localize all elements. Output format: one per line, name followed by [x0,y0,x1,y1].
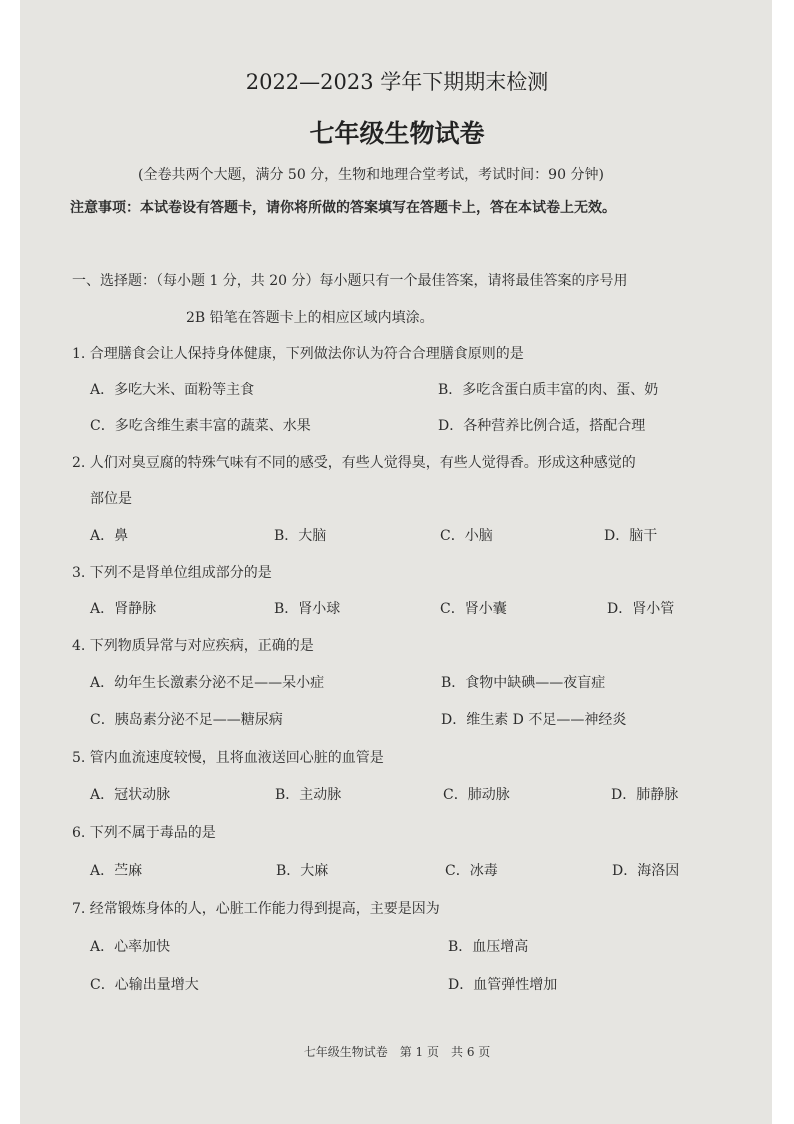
question-stem: 4. 下列物质异常与对应疾病，正确的是 [72,638,314,654]
question-option: C．肺动脉 [443,787,510,803]
question-option: A．鼻 [90,528,129,544]
question-option: C．小脑 [440,528,493,544]
exam-info: (全卷共两个大题，满分 50 分，生物和地理合堂考试，考试时间：90 分钟) [138,167,604,183]
question-option: B．食物中缺碘——夜盲症 [441,675,606,691]
question-option: A．苎麻 [90,863,143,879]
question-option: B．大麻 [276,863,329,879]
question-stem: 7. 经常锻炼身体的人，心脏工作能力得到提高，主要是因为 [72,901,440,917]
question-option: A．多吃大米、面粉等主食 [90,382,255,398]
question-option: A．冠状动脉 [90,787,171,803]
question-stem: 5. 管内血流速度较慢，且将血液送回心脏的血管是 [72,750,384,766]
question-stem: 6. 下列不属于毒品的是 [72,825,216,841]
question-option: D．肾小管 [607,601,675,617]
question-option: B．大脑 [274,528,327,544]
question-stem: 1. 合理膳食会让人保持身体健康，下列做法你认为符合合理膳食原则的是 [72,346,524,362]
question-option: C．肾小囊 [440,601,507,617]
question-option: D．血管弹性增加 [448,977,558,993]
question-option: B．主动脉 [275,787,342,803]
question-option: C．心输出量增大 [90,977,199,993]
question-option: A．肾静脉 [90,601,157,617]
question-option: C．冰毒 [445,863,498,879]
question-option: D．肺静脉 [611,787,679,803]
question-stem: 2. 人们对臭豆腐的特殊气味有不同的感受，有些人觉得臭，有些人觉得香。形成这种感觉的 [72,455,636,471]
question-option: C．胰岛素分泌不足——糖尿病 [90,712,283,728]
question-option: D．各种营养比例合适，搭配合理 [438,418,646,434]
question-option: B．血压增高 [448,939,529,955]
page-footer: 七年级生物试卷 第 1 页 共 6 页 [303,1045,491,1059]
question-option: B．多吃含蛋白质丰富的肉、蛋、奶 [438,382,659,398]
question-option: D．海洛因 [612,863,680,879]
question-option: D．脑干 [604,528,658,544]
question-option: A．心率加快 [90,939,171,955]
exam-title: 2022—2023 学年下期期末检测 [245,70,549,94]
section-heading: 一、选择题：（每小题 1 分，共 20 分）每小题只有一个最佳答案，请将最佳答案的序号用 [72,273,628,289]
exam-notice: 注意事项：本试卷设有答题卡，请你将所做的答案填写在答题卡上，答在本试卷上无效。 [70,200,616,216]
question-option: C．多吃含维生素丰富的蔬菜、水果 [90,418,311,434]
question-option: D．维生素 D 不足——神经炎 [441,712,627,728]
exam-subject-title: 七年级生物试卷 [309,119,485,148]
question-option: A．幼年生长激素分泌不足——呆小症 [90,675,325,691]
question-stem-cont: 部位是 [90,491,132,507]
question-option: B．肾小球 [274,601,341,617]
question-stem: 3. 下列不是肾单位组成部分的是 [72,565,272,581]
section-heading-cont: 2B 铅笔在答题卡上的相应区域内填涂。 [186,310,434,326]
